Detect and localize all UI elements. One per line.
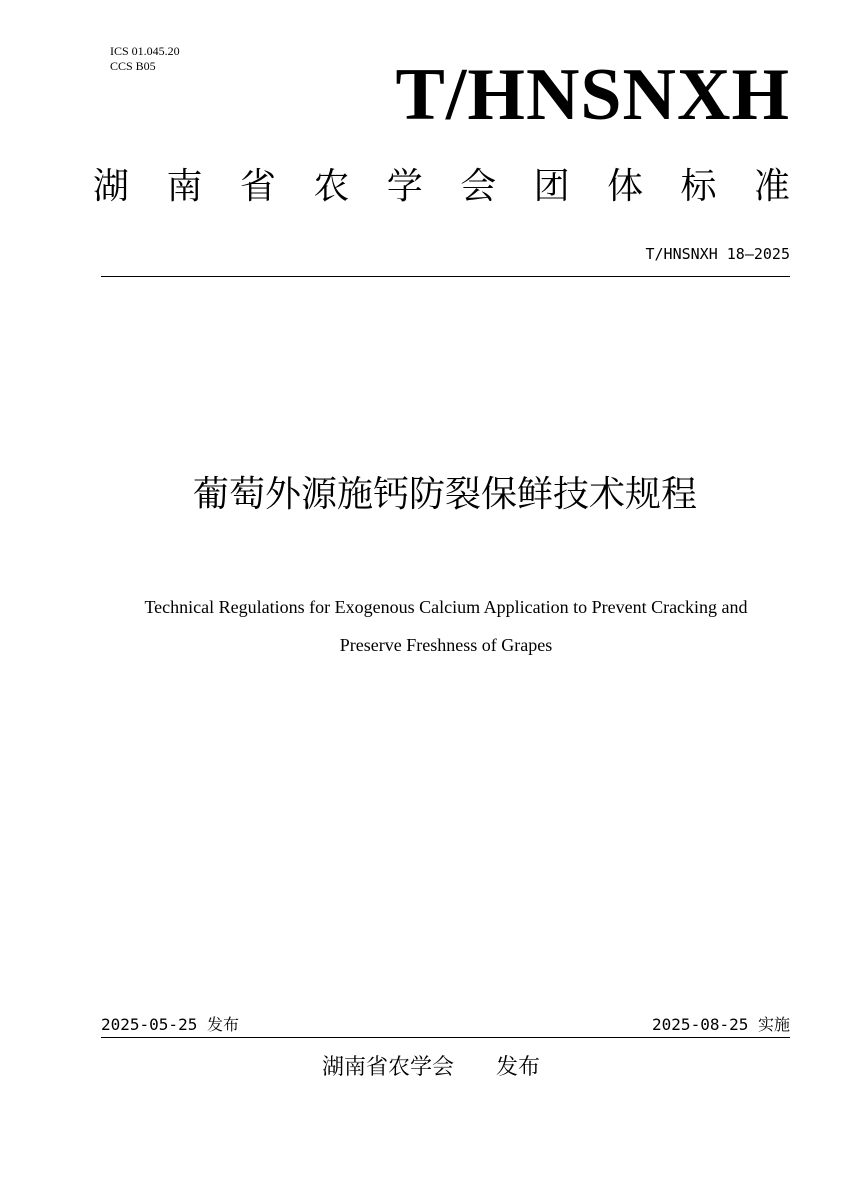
implementation-date: 2025-08-25 实施 <box>652 1015 790 1034</box>
document-title-english <box>60 588 832 664</box>
org-standard-char: 农 <box>313 166 350 207</box>
english-title-line: Preserve Freshness of Grapes <box>339 635 553 655</box>
org-standard-char: 会 <box>460 166 497 207</box>
org-standard-char: 标 <box>680 166 717 207</box>
footer-divider <box>101 1037 790 1038</box>
org-standard-char: 省 <box>239 166 276 207</box>
org-standard-char: 准 <box>753 166 790 207</box>
org-standard-char: 湖 <box>93 166 130 207</box>
issue-date: 2025-05-25 发布 <box>101 1015 239 1034</box>
publish-label: 发布 <box>496 1055 541 1080</box>
classification-codes <box>110 44 180 74</box>
ccs-code: CCS B05 <box>110 59 156 73</box>
org-standard-char: 体 <box>607 166 644 207</box>
org-standard-heading <box>93 162 790 212</box>
ics-code: ICS 01.045.20 <box>110 44 180 58</box>
org-standard-char: 南 <box>166 166 203 207</box>
header-divider <box>101 276 790 277</box>
publisher-name: 湖南省农学会 <box>322 1055 455 1080</box>
publisher-line <box>322 1053 540 1083</box>
document-title-chinese: 葡萄外源施钙防裂保鲜技术规程 <box>192 474 697 515</box>
document-number: T/HNSNXH 18—2025 <box>645 245 790 263</box>
org-standard-char: 学 <box>386 166 423 207</box>
english-title-line: Technical Regulations for Exogenous Calcium Application to Prevent Cracking and <box>144 597 748 617</box>
standard-brand: T/HNSNXH <box>395 54 790 136</box>
org-standard-char: 团 <box>533 166 570 207</box>
